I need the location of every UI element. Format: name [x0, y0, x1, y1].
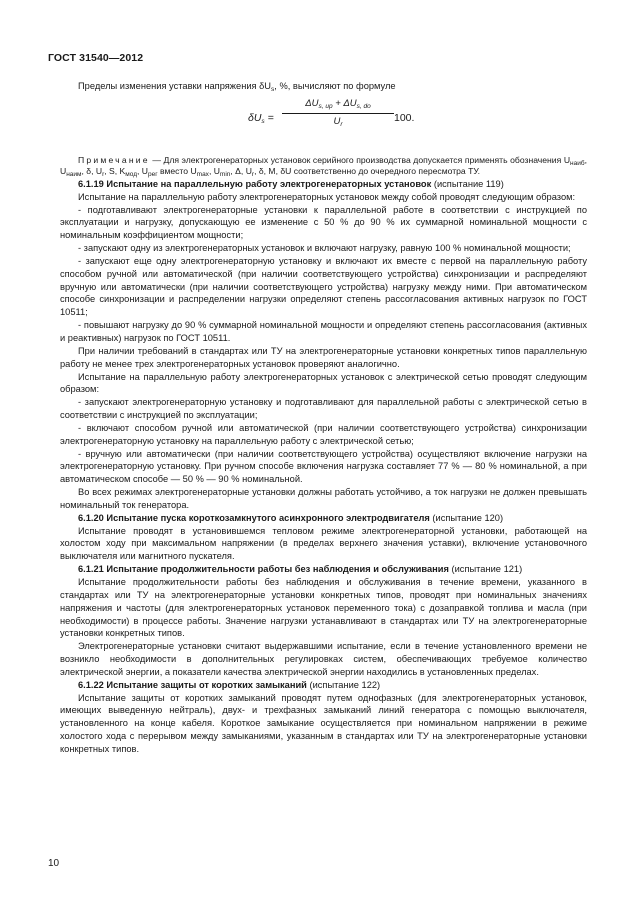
- paragraph: При наличии требований в стандартах или ТУ на электрогенераторные установки конкретных типов параллельную работу не менее трех электрогенераторных установок проверяют аналогично.: [60, 345, 587, 369]
- formula-multiplier: 100.: [394, 111, 415, 124]
- note-label: Примечание: [78, 154, 150, 165]
- section-heading-6-1-20: 6.1.20 Испытание пуска короткозамкнутого асинхронного электродвигателя (испытание 120): [78, 512, 504, 523]
- formula-intro: Пределы изменения уставки напряжения $\delta U_s$, %, вычисляют по формуле: [78, 81, 396, 93]
- list-item: - включают способом ручной или автоматической (при наличии соответствующего устройства) синхронизации электрогенераторную установку на параллельную работу с электрической сетью;: [60, 422, 587, 446]
- paragraph: Испытание проводят в установившемся тепловом режиме электрогенераторной установки, работающей на холостом ходу при максимальном напряжении (в пределах верхнего значения уставки), включение установочного выключателя или магнитного пускателя.: [60, 525, 587, 562]
- formula-denominator: $U_r$: [333, 115, 343, 128]
- list-item: - подготавливают электрогенераторные установки к параллельной работе в соответствии с инструкцией по эксплуатации и нагрузку, допускающую ее изменение с 50 % до 90 % их суммарной номинальной мощности с номинальным коэффициентом мощности;: [60, 204, 587, 241]
- paragraph: Испытание на параллельную работу электрогенераторных установок между собой проводят следующим образом:: [78, 191, 576, 202]
- section-heading-6-1-22: 6.1.22 Испытание защиты от коротких замыканий (испытание 122): [78, 679, 381, 690]
- formula-fraction: [282, 98, 394, 129]
- list-item: - запускают одну из электрогенераторных установок и включают нагрузку, равную 100 % номинальной мощности;: [78, 243, 571, 254]
- formula: [60, 95, 587, 151]
- list-item: - вручную или автоматически (при наличии соответствующего устройства) осуществляют включение нагрузки на электрогенераторную установку. При ручном способе включения нагрузка составляет 77 % — 80 % номинальной, а при автоматическом способе — 50 % — 90 % номинальной.: [60, 448, 587, 485]
- document-body: [60, 80, 587, 756]
- paragraph: Испытание продолжительности работы без наблюдения и обслуживания в течение времени, указанного в стандартах или ТУ на электрогенераторные установки конкретных типов, проводят при номинальных значениях напряжения и частоты (для электрогенераторных установок переменного тока) с дозаправкой топлива и масла (при необходимости) в процессе работы. Значение нагрузки устанавливают в стандартах или ТУ на электрогенераторные установки конкретных типов.: [60, 577, 587, 639]
- list-item: - повышают нагрузку до 90 % суммарной номинальной мощности и определяют степень рассогласования (активных и реактивных) нагрузок по ГОСТ 10511.: [60, 320, 587, 343]
- note: Примечание — Для электрогенераторных установок серийного производства допускается применять обозначения $U_{наиб}$, $U_{наим}$, δ, $U_r$, S, $K_{мод}$, $U_{рег}$ вместо $U_{max}$, $U_{min}$, Δ, $U_r$, δ, M, δU соответственно до очередного пересмотра ТУ.: [60, 154, 587, 179]
- section-heading-6-1-19: 6.1.19 Испытание на параллельную работу электрогенераторных установок (испытание 119): [78, 178, 504, 189]
- standard-code: ГОСТ 31540—2012: [48, 52, 144, 64]
- section-heading-6-1-21: 6.1.21 Испытание продолжительности работы без наблюдения и обслуживания (испытание 121): [78, 564, 523, 575]
- formula-lhs: $\delta U_s$ =: [248, 111, 274, 125]
- formula-numerator: $\Delta U_{s, up} + \Delta U_{s, do}$: [282, 98, 394, 114]
- list-item: - запускают электрогенераторную установку и подготавливают для параллельной работы с электрической сетью в соответствии с инструкцией по эксплуатации;: [60, 397, 587, 421]
- list-item: - запускают еще одну электрогенераторную установку и включают их вместе с первой на параллельную работу способом ручной или автоматической (при наличии соответствующего устройства) синхронизации и распределяют вручную или автоматически (при наличии соответствующего устройства) нагрузку между ними. При автоматическом способе синхронизации и распределении нагрузки определяют степень рассогласования активных нагрузок по ГОСТ 10511;: [60, 255, 587, 318]
- page-number: 10: [48, 858, 60, 869]
- paragraph: Во всех режимах электрогенераторные установки должны работать устойчиво, а ток нагрузки не должен превышать номинальный ток генератора.: [60, 487, 587, 510]
- paragraph: Испытание на параллельную работу электрогенераторных установок с электрической сетью проводят следующим образом:: [60, 371, 587, 395]
- paragraph: Испытание защиты от коротких замыканий проводят путем однофазных (для электрогенераторных установок, имеющих выведенную нейтраль), двух- и трехфазных замыканий линий генератора с помощью выключателя, установленного на конце кабеля. Короткое замыкание осуществляется при номинальном напряжении в режиме холостого хода с перерывом между замыканиями, указанным в стандартах или ТУ на электрогенераторные установки конкретных типов.: [60, 692, 587, 754]
- paragraph: Электрогенераторные установки считают выдержавшими испытание, если в течение установленного времени не возникло необходимости в дополнительных регулировках систем, обеспечивающих требуемое количество электрической энергии, а показатели качества электрической энергии находились в установленных пределах.: [60, 641, 587, 677]
